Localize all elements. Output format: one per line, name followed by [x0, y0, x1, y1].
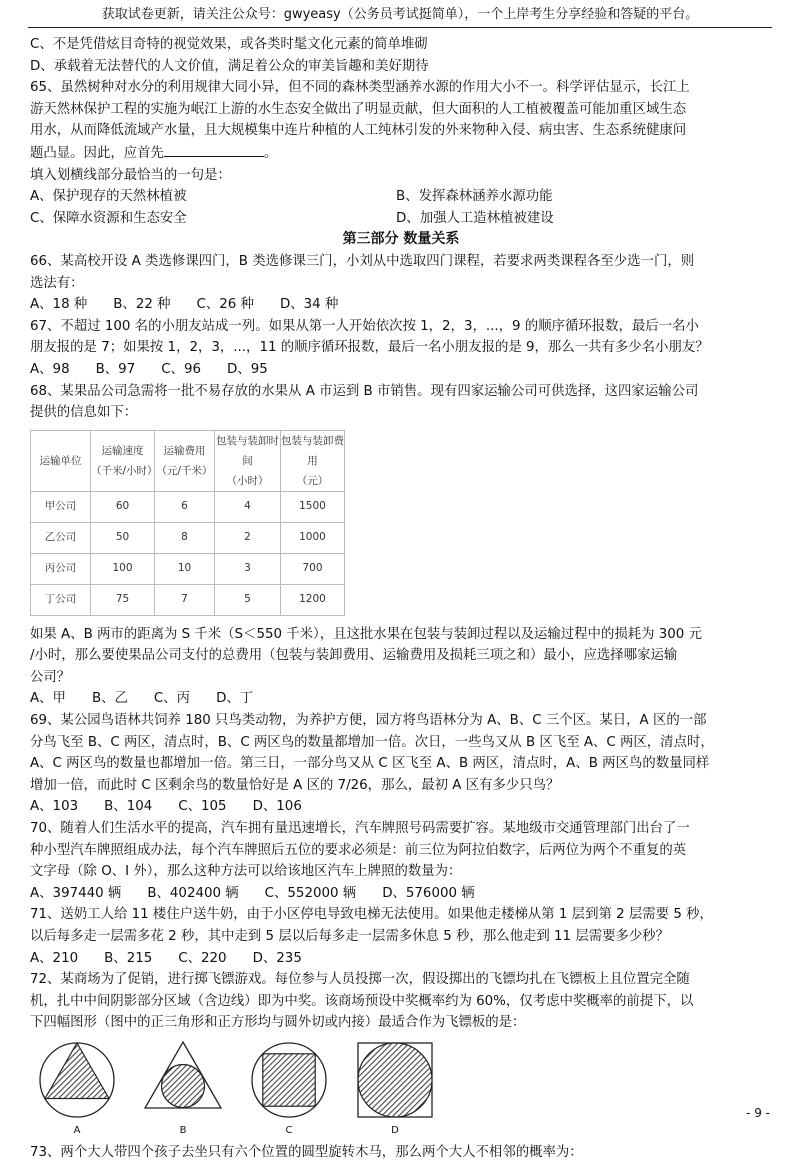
section-title: 第三部分 数量关系 — [342, 231, 460, 248]
q66-options — [30, 294, 772, 316]
q66-option-c: C、26 种 — [196, 297, 254, 313]
table-cell: 丙公司 — [31, 553, 91, 584]
header-unit: （小时） — [226, 474, 269, 487]
figure-label: D — [391, 1124, 399, 1136]
q71-option-d: D、235 — [252, 950, 302, 966]
q66-option-d: D、34 种 — [279, 297, 339, 313]
question-68 — [30, 381, 772, 711]
q72-line: 下四幅图形（图中的正三角形和正方形均与圆外切或内接）最适合作为飞镖板的是： — [30, 1015, 526, 1031]
q67-option-c: C、96 — [161, 361, 201, 377]
table-cell: 2 — [215, 522, 281, 553]
question-73: 73、两个大人带四个孩子去坐只有六个位置的圆型旋转木马，那么两个大人不相邻的概率为： — [30, 1144, 583, 1160]
q71-line: 71、送奶工人给 11 楼住户送牛奶，由于小区停电导致电梯无法使用。如果他走楼梯从第 1 层到第 2 层需要 5 秒， — [30, 907, 713, 923]
q69-option-d: D、106 — [252, 799, 302, 815]
q68-line: 如果 A、B 两市的距离为 S 千米（S＜550 千米），且这批水果在包装与装卸过程以及运输过程中的损耗为 300 元 — [30, 626, 702, 642]
table-cell: 乙公司 — [31, 522, 91, 553]
q68-line: 68、某果品公司急需将一批不易存放的水果从 A 市运到 B 市销售。现有四家运输公司可供选择，这四家运输公司 — [30, 383, 699, 399]
question-67 — [30, 316, 772, 381]
header-divider — [28, 27, 772, 28]
q69-option-a: A、103 — [30, 799, 79, 815]
q70-line: 70、随着人们生活水平的提高，汽车拥有量迅速增长，汽车牌照号码需要扩容。某地级市交通管理部门出台了一 — [30, 821, 690, 837]
q68-option-d: D、丁 — [216, 691, 254, 707]
figure-label: C — [285, 1124, 293, 1136]
q70-option-a: A、397440 辆 — [30, 885, 122, 901]
table-cell: 甲公司 — [31, 491, 91, 522]
header-unit: （千米/小时） — [91, 464, 158, 477]
table-header-cell — [91, 430, 158, 491]
header-unit: （元） — [296, 474, 329, 487]
question-72 — [30, 969, 772, 1141]
q71-options — [30, 948, 772, 970]
circle-inscribed-triangle-icon — [37, 1040, 117, 1120]
triangle-inscribed-circle-icon — [143, 1040, 223, 1120]
table-row — [31, 522, 345, 553]
q70-option-d: D、576000 辆 — [382, 885, 475, 901]
table-cell: 7 — [155, 584, 215, 615]
table-cell: 丁公司 — [31, 584, 91, 615]
q69-option-c: C、105 — [178, 799, 227, 815]
q64-option-c: C、不是凭借炫目奇特的视觉效果，或各类时髦文化元素的简单堆砌 — [30, 37, 428, 52]
q70-option-b: B、402400 辆 — [147, 885, 239, 901]
figure-label: A — [73, 1124, 81, 1136]
table-header-cell — [155, 430, 215, 491]
q69-line: 69、某公园鸟语林共饲养 180 只鸟类动物，为养护方便，园方将鸟语林分为 A、B、C 三个区。某日，A 区的一部 — [30, 713, 707, 729]
q68-option-c: C、丙 — [153, 691, 191, 707]
page-header: 获取试卷更新，请关注公众号：gwyeasy（公务员考试挺简单），一个上岸考生分享经验和答疑的平台。 — [101, 7, 699, 22]
table-cell: 4 — [215, 491, 281, 522]
q65-line-end: 。 — [263, 145, 278, 161]
q65-prompt: 填入划横线部分最恰当的一句是： — [30, 167, 231, 183]
table-row — [31, 491, 345, 522]
q67-line: 朋友报的是 7；如果按 1，2，3，...，11 的顺序循环报数，最后一名小朋友报的是 9，那么一共有多少名小朋友？ — [30, 340, 709, 356]
answer-blank — [164, 142, 264, 157]
page-content — [30, 34, 772, 1163]
figure-c — [248, 1040, 330, 1142]
q65-option-d: D、加强人工造林植被建设 — [396, 210, 554, 226]
q67-options — [30, 359, 772, 381]
q70-option-c: C、552000 辆 — [264, 885, 357, 901]
q67-option-a: A、98 — [30, 361, 70, 377]
table-header-cell — [215, 430, 281, 491]
q69-line: A、C 两区鸟的数量也都增加一倍。第三日，一部分鸟又从 C 区飞至 A、B 两区，清点时，A、B 两区鸟的数量同样 — [30, 756, 710, 772]
page-number: - 9 - — [746, 1106, 770, 1120]
q65-line: 用水，从而降低流域产水量，且大规模集中连片种植的人工纯林引发的外来物种入侵、病虫害、生态系统健康问 — [30, 123, 687, 139]
q69-line: 分鸟飞至 B、C 两区，清点时，B、C 两区鸟的数量都增加一倍。次日，一些鸟又从 B 区飞至 A、C 两区，清点时， — [30, 734, 714, 750]
table-header-cell — [31, 430, 91, 491]
square-inscribed-circle-icon — [355, 1040, 435, 1120]
header-text: 运输费用 — [163, 444, 206, 457]
q65-option-b: B、发挥森林涵养水源功能 — [396, 189, 553, 205]
figure-label: B — [179, 1124, 187, 1136]
q66-line: 选法有： — [30, 275, 84, 291]
q68-line: 提供的信息如下： — [30, 405, 138, 421]
table-header-row — [31, 430, 345, 491]
q72-line: 机，扎中中间阴影部分区域（含边线）即为中奖。该商场预设中奖概率约为 60%，仅考虑中奖概率的前提下，以 — [30, 993, 694, 1009]
table-cell: 8 — [155, 522, 215, 553]
q68-line: /小时，那么要使果品公司支付的总费用（包装与装卸费用、运输费用及损耗三项之和）最小，应选择哪家运输 — [30, 648, 678, 664]
q65-line-text: 题凸显。因此，应首先 — [30, 145, 164, 161]
q65-line: 游天然林保护工程的实施为岷江上游的水生态安全做出了明显贡献，但大面积的人工植被覆盖可能加重区域生态 — [30, 101, 687, 117]
q66-line: 66、某高校开设 A 类选修课四门，B 类选修课三门，小刘从中选取四门课程，若要求两类课程各至少选一门，则 — [30, 253, 695, 269]
q69-options — [30, 796, 772, 818]
q65-option-a: A、保护现存的天然林植被 — [30, 189, 187, 205]
q65-option-c: C、保障水资源和生态安全 — [30, 210, 187, 226]
header-text: 包装与装卸时间 — [216, 434, 279, 467]
figure-b — [142, 1040, 224, 1142]
q67-option-b: B、97 — [95, 361, 136, 377]
header-text: 运输单位 — [39, 454, 82, 467]
q65-line: 65、虽然树种对水分的利用规律大同小异，但不同的森林类型涵养水源的作用大小不一。科学评估显示，长江上 — [30, 80, 690, 96]
table-cell: 60 — [91, 491, 155, 522]
table-cell: 700 — [281, 553, 345, 584]
q70-line: 文字母（除 O、I 外），那么这种方法可以给该地区汽车上牌照的数量为： — [30, 864, 462, 880]
question-66 — [30, 251, 772, 316]
q65-line — [30, 142, 772, 165]
q65-options — [30, 186, 772, 229]
q66-option-b: B、22 种 — [113, 297, 171, 313]
q68-options — [30, 688, 772, 710]
table-cell: 50 — [91, 522, 155, 553]
question-69 — [30, 710, 772, 818]
q71-option-b: B、215 — [104, 950, 153, 966]
header-text: 包装与装卸费用 — [281, 434, 344, 467]
q71-line: 以后每多走一层需多花 2 秒，其中走到 5 层以后每多走一层需多休息 5 秒，那么他走到 11 层需要多少秒？ — [30, 929, 670, 944]
table-header-cell — [281, 430, 345, 491]
table-cell: 1000 — [281, 522, 345, 553]
transport-table — [30, 430, 345, 616]
table-cell: 5 — [215, 584, 281, 615]
figure-a — [36, 1040, 118, 1142]
q71-option-a: A、210 — [30, 950, 79, 966]
circle-inscribed-square-icon — [249, 1040, 329, 1120]
table-cell: 6 — [155, 491, 215, 522]
q64-option-d: D、承载着无法替代的人文价值，满足着公众的审美旨趣和美好期待 — [30, 58, 429, 74]
q70-options — [30, 883, 772, 905]
question-70 — [30, 818, 772, 904]
q71-option-c: C、220 — [178, 950, 227, 966]
table-cell: 10 — [155, 553, 215, 584]
q68-option-b: B、乙 — [91, 691, 128, 707]
header-unit: （元/千米） — [156, 464, 213, 477]
q67-option-d: D、95 — [227, 361, 268, 377]
q67-line: 67、不超过 100 名的小朋友站成一列。如果从第一人开始依次按 1，2，3，...，9 的顺序循环报数，最后一名小 — [30, 318, 699, 334]
question-71 — [30, 904, 772, 969]
q72-line: 72、某商场为了促销，进行掷飞镖游戏。每位参与人员投掷一次，假设掷出的飞镖均扎在飞镖板上且位置完全随 — [30, 972, 690, 988]
header-text: 运输速度 — [101, 444, 144, 457]
q69-option-b: B、104 — [104, 799, 153, 815]
q68-line: 公司？ — [30, 669, 71, 685]
table-row — [31, 584, 345, 615]
table-cell: 1200 — [281, 584, 345, 615]
q70-line: 种小型汽车牌照组成办法，每个汽车牌照后五位的要求必须是：前三位为阿拉伯数字，后两位为两个不重复的英 — [30, 842, 687, 858]
question-65 — [30, 77, 772, 229]
table-cell: 100 — [91, 553, 155, 584]
figure-d — [354, 1040, 436, 1142]
table-row — [31, 553, 345, 584]
table-cell: 75 — [91, 584, 155, 615]
q68-option-a: A、甲 — [30, 691, 66, 707]
q69-line: 增加一倍，而此时 C 区剩余鸟的数量恰好是 A 区的 7/26，那么，最初 A 区有多少只鸟？ — [30, 777, 560, 793]
table-cell: 3 — [215, 553, 281, 584]
table-cell: 1500 — [281, 491, 345, 522]
q66-option-a: A、18 种 — [30, 297, 88, 313]
dartboard-figures — [36, 1040, 772, 1142]
